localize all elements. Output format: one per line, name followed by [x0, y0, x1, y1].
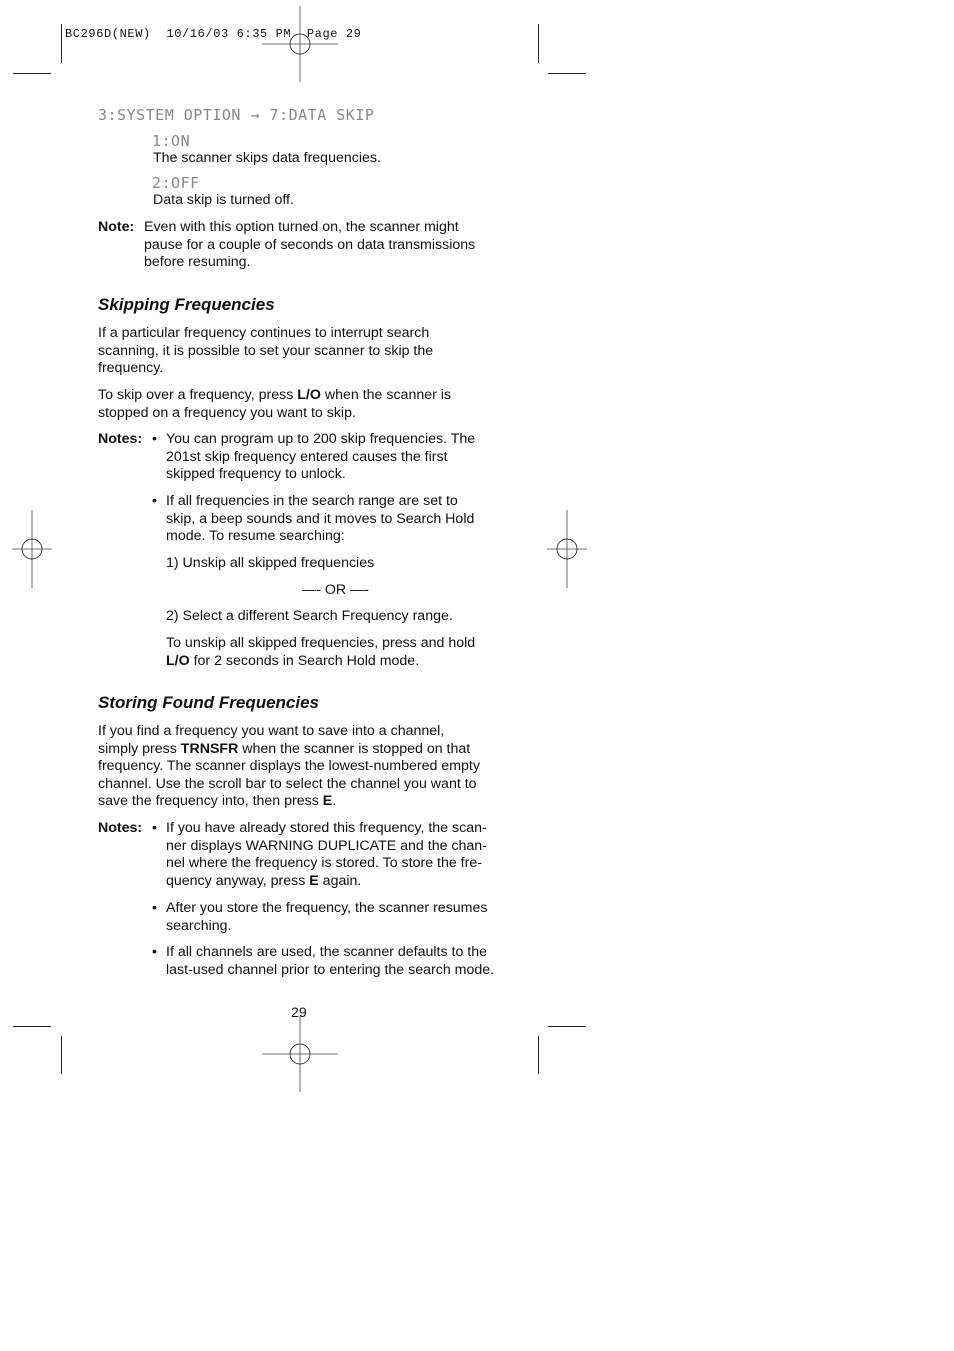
menu-path: 3:SYSTEM OPTION → 7:DATA SKIP [98, 106, 375, 124]
text-run: again. [318, 872, 362, 889]
text-line: nel where the frequency is stored. To store the fre- [166, 855, 482, 872]
text-run: when the scanner is [320, 387, 452, 403]
bullet: • [152, 944, 157, 960]
print-slug: BC296D(NEW) 10/16/03 6:35 PM Page 29 [65, 27, 362, 41]
text-line: If all frequencies in the search range are set to [166, 493, 458, 509]
note-text [144, 219, 475, 272]
text-line: last-used channel prior to entering the search mode. [166, 961, 495, 978]
text-line: frequency. The scanner displays the lowest-numbered empty [98, 758, 480, 775]
crop-mark [538, 1036, 539, 1074]
note-label: Note: [98, 219, 135, 235]
text-line: If all channels are used, the scanner defaults to the [166, 944, 487, 960]
bullet: • [152, 900, 157, 916]
registration-mark-icon [262, 1016, 338, 1092]
registration-mark-icon [262, 6, 338, 82]
text-line [166, 653, 475, 671]
bullet: • [152, 820, 157, 836]
text-line: If you find a frequency you want to save into a channel, [98, 723, 445, 739]
text-run: save the frequency into, then press [98, 793, 323, 810]
text-run: . [332, 793, 337, 810]
text-line: skip, a beep sounds and it moves to Search Hold [166, 510, 475, 527]
text-line: ner displays WARNING DUPLICATE and the chan- [166, 837, 487, 854]
text-line: You can program up to 200 skip frequencies. The [166, 431, 476, 447]
text-line: After you store the frequency, the scanner resumes [166, 900, 488, 916]
crop-mark [548, 73, 586, 74]
text-run: quency anyway, press [166, 872, 310, 889]
text-line: To unskip all skipped frequencies, press and hold [166, 635, 476, 651]
key-name: TRNSFR [180, 740, 239, 757]
note-line: Even with this option turned on, the scanner might [144, 219, 459, 235]
step-1: 1) Unskip all skipped frequencies [166, 555, 375, 571]
page-number: 29 [291, 1005, 307, 1021]
list-item [166, 944, 494, 979]
registration-mark-icon [12, 510, 52, 588]
text-run: To skip over a frequency, press [98, 387, 298, 403]
text-line [166, 873, 487, 891]
text-line: channel. Use the scroll bar to select the channel you want to [98, 775, 477, 792]
text-line: frequency. [98, 360, 164, 377]
bullet: • [152, 431, 157, 447]
crop-mark [13, 73, 51, 74]
paragraph [98, 723, 480, 811]
key-name: E [322, 793, 333, 810]
crop-mark [61, 1036, 62, 1074]
text-line: 201st skip frequency entered causes the first [166, 448, 448, 465]
notes-label: Notes: [98, 431, 143, 447]
list-item [166, 431, 475, 484]
text-run: when the scanner is stopped on that [238, 740, 471, 757]
or-divider: —- OR —- [302, 582, 369, 598]
section-heading: Storing Found Frequencies [98, 693, 320, 712]
option-off: 2:OFF [152, 174, 200, 192]
option-off-description: Data skip is turned off. [153, 192, 294, 208]
list-item [166, 493, 474, 546]
option-on: 1:ON [152, 132, 191, 150]
registration-mark-icon [547, 510, 587, 588]
section-heading: Skipping Frequencies [98, 295, 275, 314]
text-line: If you have already stored this frequency, the scan- [166, 820, 487, 836]
text-line: searching. [166, 917, 232, 934]
text-line [98, 793, 480, 811]
key-name: L/O [297, 387, 321, 403]
note-line: pause for a couple of seconds on data transmissions [144, 236, 476, 253]
text-line: If a particular frequency continues to interrupt search [98, 325, 430, 341]
step-2: 2) Select a different Search Frequency range. [166, 608, 453, 624]
option-on-description: The scanner skips data frequencies. [153, 150, 381, 166]
key-name: L/O [166, 652, 190, 669]
key-name: E [309, 872, 319, 889]
text-line: skipped frequency to unlock. [166, 466, 346, 483]
notes-label: Notes: [98, 820, 143, 836]
text-run: simply press [98, 740, 181, 757]
text-line [98, 741, 480, 759]
paragraph [98, 387, 451, 422]
bullet: • [152, 493, 157, 509]
list-item [166, 820, 487, 890]
crop-mark [548, 1026, 586, 1027]
paragraph [166, 635, 475, 670]
text-line: scanning, it is possible to set your scanner to skip the [98, 342, 434, 359]
text-run: for 2 seconds in Search Hold mode. [189, 652, 420, 669]
crop-mark [538, 24, 539, 63]
crop-mark [61, 24, 62, 63]
list-item [166, 900, 487, 935]
note-line: before resuming. [144, 254, 251, 271]
text-line [98, 387, 451, 405]
text-line: stopped on a frequency you want to skip. [98, 404, 356, 421]
paragraph [98, 325, 433, 378]
crop-mark [13, 1026, 51, 1027]
text-line: mode. To resume searching: [166, 528, 345, 545]
